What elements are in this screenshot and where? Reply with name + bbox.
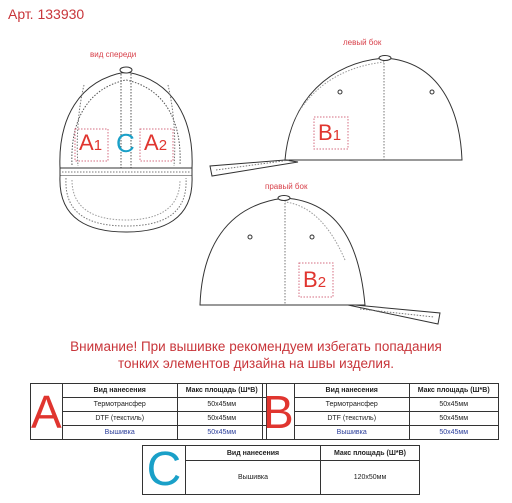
table-c-header-method: Вид нанесения [186,446,321,461]
table-row: Вышивка 120x50мм [143,461,420,495]
table-c-header-area: Макс площадь (Ш*В) [321,446,420,461]
zone-a2-label: A2 [144,130,168,155]
zone-b2-label: B2 [303,267,327,292]
table-b-letter: B [263,385,294,438]
zone-b1-label: B1 [318,120,342,145]
table-c-letter: C [143,446,186,495]
front-view-label: вид спереди [90,50,137,59]
right-view-label: правый бок [265,182,308,191]
table-a-letter: A [31,385,62,438]
table-a-header-method: Вид нанесения [62,384,177,398]
right-side-cap [200,196,440,325]
article-number: Арт. 133930 [8,6,85,22]
table-b-header-method: Вид нанесения [294,384,409,398]
table-b-header-area: Макс площадь (Ш*В) [409,384,498,398]
left-view-label: левый бок [343,38,382,47]
table-zone-c [142,445,420,495]
table-row: Вышивка 50x45мм [263,426,499,440]
table-a-header-area: Макс площадь (Ш*В) [177,384,266,398]
left-side-cap [210,56,462,177]
table-row: Термотрансфер 50x45мм [31,398,267,412]
table-zone-a [30,383,267,440]
embroidery-warning [0,338,512,372]
warning-line-2: тонких элементов дизайна на швы изделия. [117,356,395,371]
table-zone-b [262,383,499,440]
table-row: DTF (текстиль) 50x45мм [31,412,267,426]
table-row: Вышивка 50x45мм [31,426,267,440]
table-row: DTF (текстиль) 50x45мм [263,412,499,426]
zone-a1-label: A1 [79,130,103,155]
zone-c-label: C [116,128,135,158]
warning-line-1: Внимание! При вышивке рекомендуем избегать попадания [70,339,442,354]
table-row: Термотрансфер 50x45мм [263,398,499,412]
